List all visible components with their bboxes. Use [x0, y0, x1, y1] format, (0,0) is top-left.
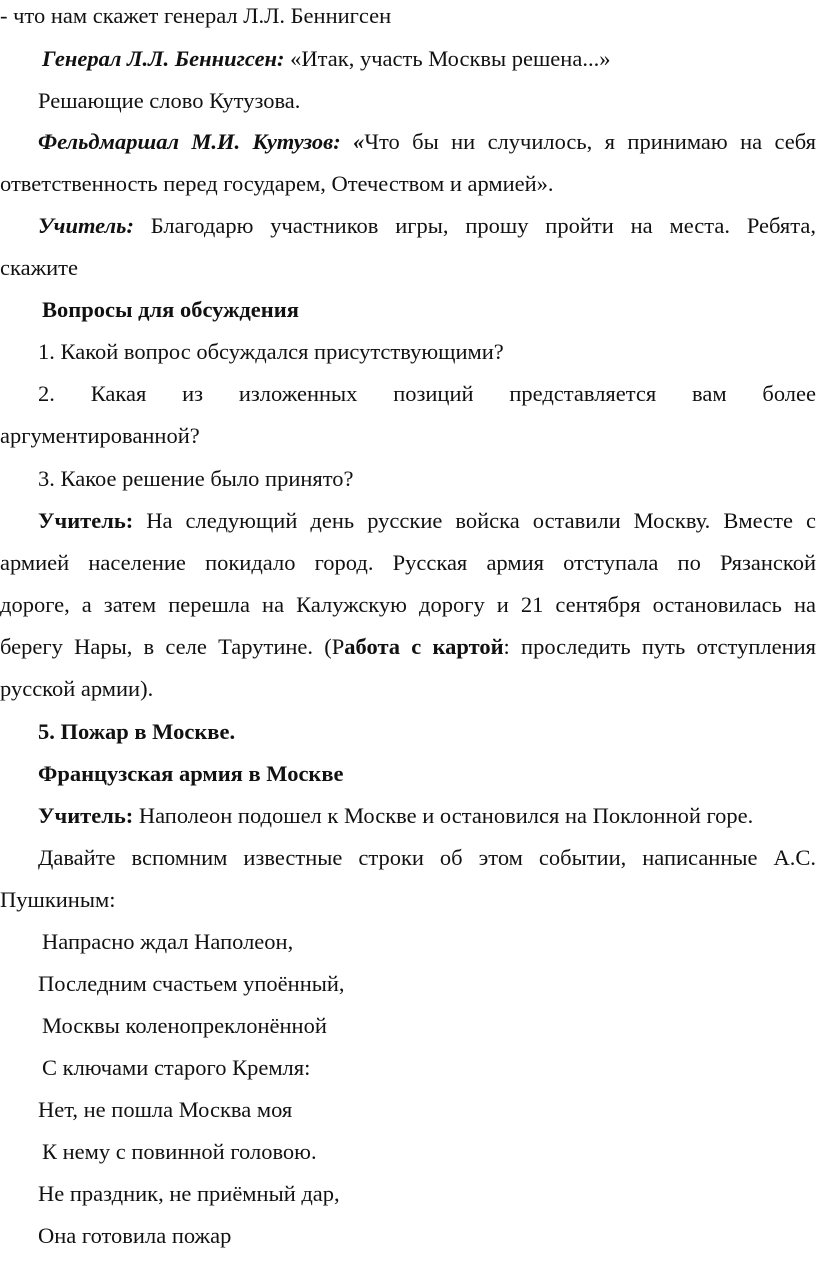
teacher1-line-2: скажите: [0, 255, 78, 280]
teacher2-line-5: русской армии).: [0, 676, 154, 701]
teacher3-line-2: Давайте вспомним известные строки об этом событии, написанные А.С.: [38, 845, 816, 870]
bennigsen-speaker: Генерал Л.Л. Беннигсен:: [42, 46, 285, 71]
teacher3-line-3: Пушкиным:: [0, 887, 116, 912]
poem-line-3: Москвы коленопреклонённой: [42, 1013, 327, 1038]
teacher2-speaker: Учитель:: [38, 508, 134, 533]
intro-line: - что нам скажет генерал Л.Л. Беннигсен: [0, 3, 392, 28]
section-5-title: 5. Пожар в Москве.: [38, 719, 236, 744]
question-3: 3. Какое решение было принято?: [38, 466, 354, 491]
teacher2-text-4b: : проследить путь отступления: [503, 634, 816, 659]
section-5-subtitle: Французская армия в Москве: [38, 761, 344, 786]
question-1: 1. Какой вопрос обсуждался присутствующими?: [38, 339, 504, 364]
kutuzov-line-2: ответственность перед государем, Отечеством и армией».: [0, 171, 554, 196]
teacher3-line-1: [38, 802, 816, 830]
map-work-label: абота с картой: [344, 634, 504, 659]
poem-line-2: Последним счастьем упоённый,: [38, 971, 345, 996]
kutuzov-intro: Решающие слово Кутузова.: [38, 88, 301, 113]
question-2-line-1: 2. Какая из изложенных позиций представляется вам более: [38, 381, 816, 406]
bennigsen-quote: «Итак, участь Москвы решена...»: [284, 46, 611, 71]
poem-line-4: С ключами старого Кремля:: [42, 1055, 311, 1080]
kutuzov-quote-1: Что бы ни случилось, я принимаю на себя: [364, 129, 816, 154]
poem-line-7: Не праздник, не приёмный дар,: [38, 1181, 340, 1206]
poem-line-1: Напрасно ждал Наполеон,: [42, 929, 294, 954]
teacher2-line-2: армией население покидало город. Русская армия отступала по Рязанской: [0, 550, 816, 575]
bennigsen-line: [42, 45, 816, 73]
question-2-line-2: аргументированной?: [0, 423, 200, 448]
teacher1-speaker: Учитель:: [38, 213, 134, 238]
teacher2-text-4a: берегу Нары, в селе Тарутине. (Р: [0, 634, 345, 659]
teacher1-line-1: [38, 212, 816, 240]
teacher1-text-1: Благодарю участников игры, прошу пройти на места. Ребята,: [133, 213, 816, 238]
teacher3-speaker: Учитель:: [38, 803, 134, 828]
poem-line-8: Она готовила пожар: [38, 1223, 232, 1248]
kutuzov-speaker: Фельдмаршал М.И. Кутузов: «: [38, 129, 365, 154]
teacher2-line-3: дороге, а затем перешла на Калужскую дорогу и 21 сентября остановилась на: [0, 592, 816, 617]
kutuzov-line-1: [38, 128, 816, 156]
poem-line-5: Нет, не пошла Москва моя: [38, 1097, 293, 1122]
teacher2-line-4: [0, 633, 816, 661]
questions-heading: Вопросы для обсуждения: [42, 297, 299, 322]
teacher2-line-1: [38, 507, 816, 535]
teacher3-text-1: Наполеон подошел к Москве и остановился на Поклонной горе.: [133, 803, 754, 828]
poem-line-6: К нему с повинной головою.: [42, 1139, 317, 1164]
teacher2-text-1: На следующий день русские войска оставили Москву. Вместе с: [133, 508, 816, 533]
